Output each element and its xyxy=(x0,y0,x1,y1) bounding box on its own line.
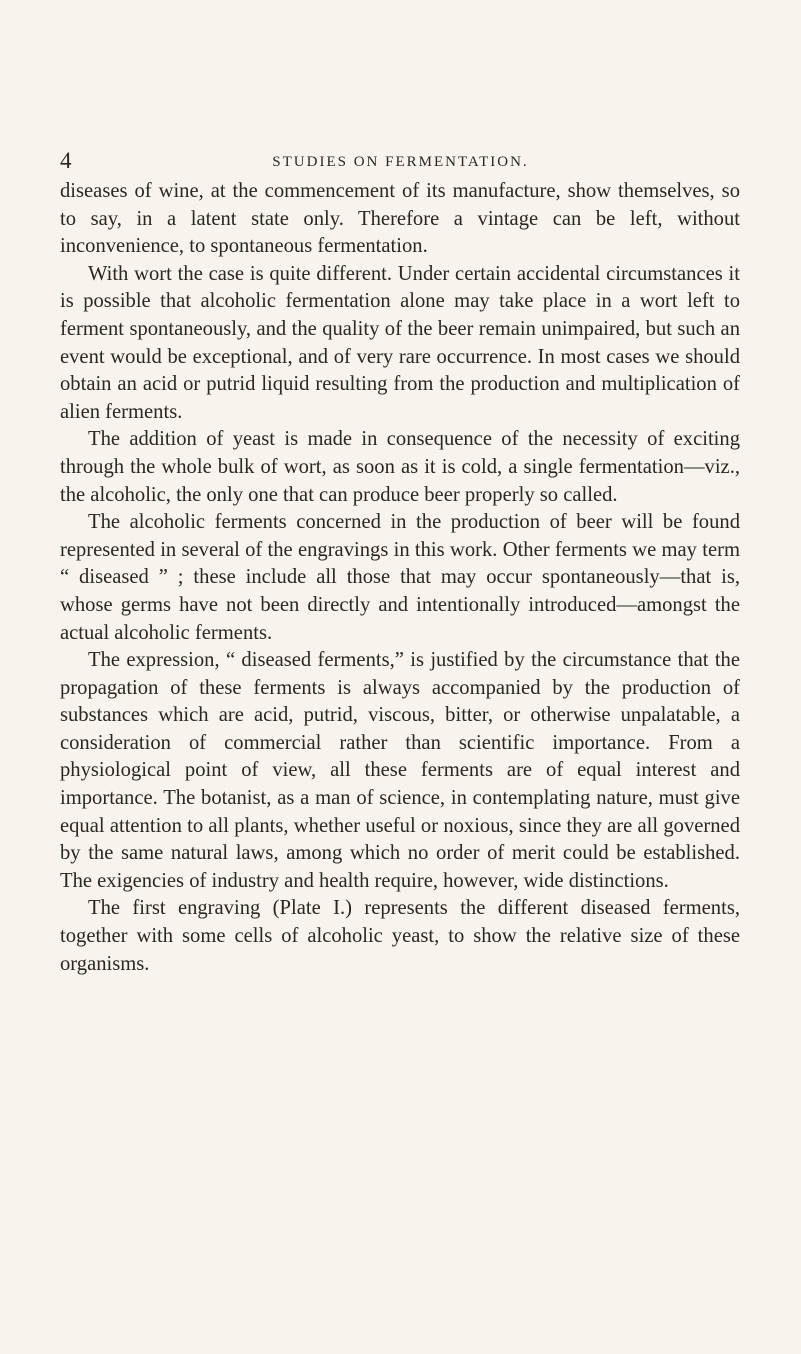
paragraph: The alcoholic ferments concerned in the production of beer will be found represented in several of the engravings in this work. Other ferments we may term “ diseased ” ; these include all those that may occur spontaneously—that is, whose germs have not been directly and intentionally introduced—amongst the actual alcoholic ferments. xyxy=(60,511,740,644)
running-head: STUDIES ON FERMENTATION. xyxy=(272,154,529,170)
paragraph: The expression, “ diseased ferments,” is justified by the circumstance that the propagation of these ferments is always accompanied by the production of substances which are acid, putrid, viscous, bitter, or otherwise unpalatable, a consideration of commercial rather than scientific importance. From a physiological point of view, all these ferments are of equal interest and importance. The botanist, as a man of science, in contemplating nature, must give equal attention to all plants, whether useful or noxious, since they are all governed by the same natural laws, among which no order of merit could be established. The exigencies of industry and health require, however, wide distinctions. xyxy=(60,649,740,892)
body-text xyxy=(60,178,740,978)
paragraph: With wort the case is quite different. Under certain accidental circumstances it is possible that alcoholic fermentation alone may take place in a wort left to ferment spontaneously, and the quality of the beer remain unimpaired, but such an event would be exceptional, and of very rare occurrence. In most cases we should obtain an acid or putrid liquid resulting from the production and multiplication of alien ferments. xyxy=(60,262,740,423)
paragraph: The addition of yeast is made in consequence of the necessity of exciting through the whole bulk of wort, as soon as it is cold, a single fermentation—viz., the alcoholic, the only one that can produce beer properly so called. xyxy=(60,428,740,506)
paragraph: The first engraving (Plate I.) represents the different diseased ferments, together with some cells of alcoholic yeast, to show the relative size of these organisms. xyxy=(60,897,740,975)
page-number: 4 xyxy=(60,148,72,173)
paragraph: diseases of wine, at the commencement of its manufacture, show themselves, so to say, in a latent state only. Therefore a vintage can be left, without inconvenience, to spontaneous fermentation. xyxy=(60,180,740,258)
